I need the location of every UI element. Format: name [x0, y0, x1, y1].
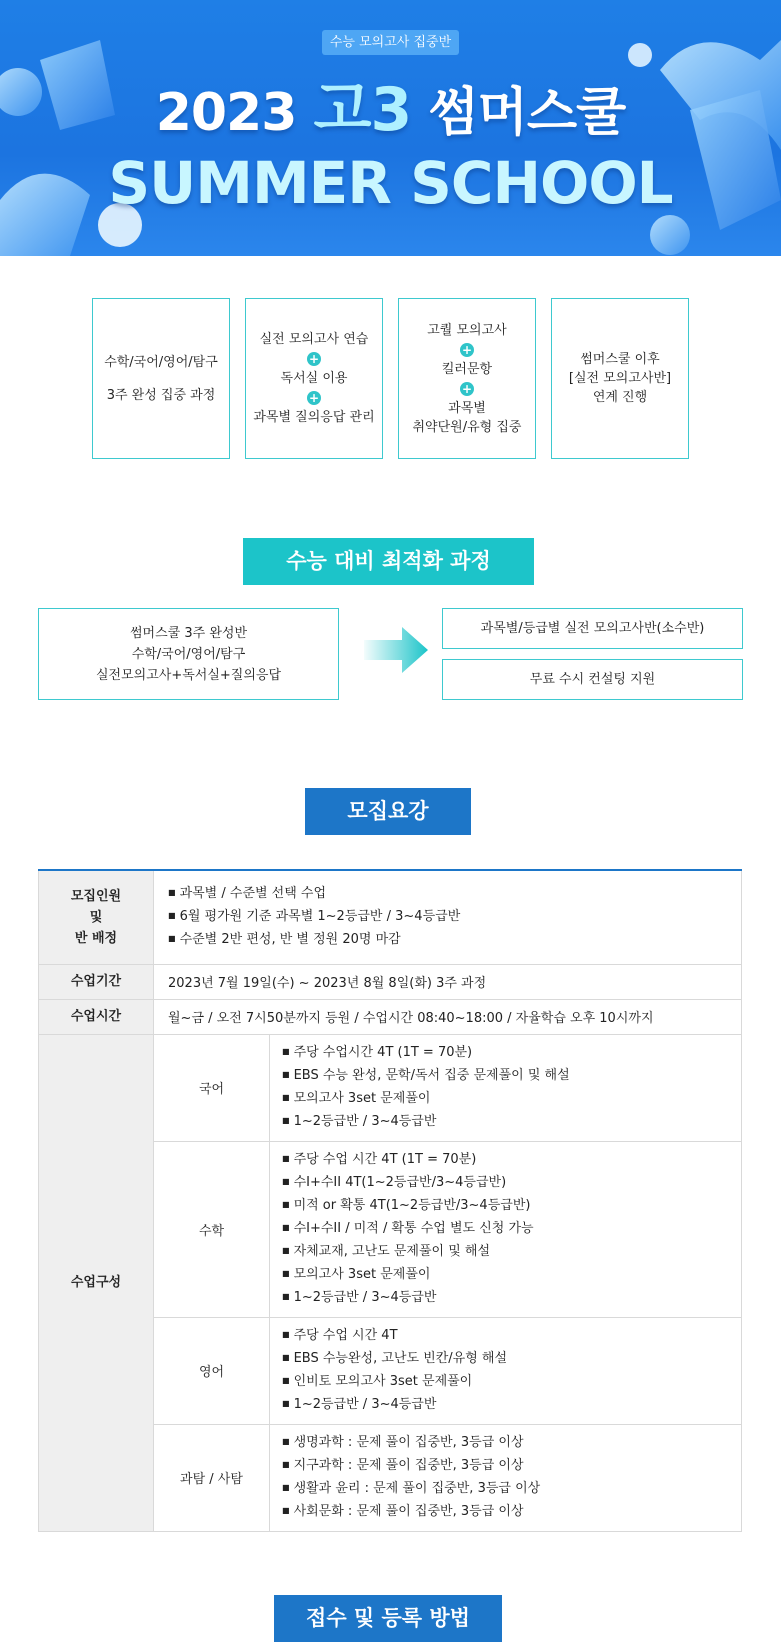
list-item: ■ 생활과 윤리 : 문제 풀이 집중반, 3등급 이상	[282, 1478, 729, 1501]
subject-name: 수학	[154, 1141, 270, 1317]
table-row	[39, 999, 742, 1034]
recruitment-table	[38, 869, 742, 1532]
list-item: ■ 1~2등급반 / 3~4등급반	[282, 1287, 729, 1310]
hero-title-highlight: 고3	[313, 75, 412, 145]
list-item: ■ 미적 or 확통 4T(1~2등급반/3~4등급반)	[282, 1195, 729, 1218]
list-item: ■ 지구과학 : 문제 풀이 집중반, 3등급 이상	[282, 1455, 729, 1478]
table-row	[39, 870, 742, 964]
list-item: ■ 주당 수업시간 4T (1T = 70분)	[282, 1042, 729, 1065]
period-value: 2023년 7월 19일(수) ~ 2023년 8월 8일(화) 3주 과정	[154, 964, 742, 999]
composition-label: 수업구성	[39, 1034, 154, 1531]
list-item: ■ 주당 수업 시간 4T	[282, 1325, 729, 1348]
list-item: ■ EBS 수능완성, 고난도 빈칸/유형 해설	[282, 1348, 729, 1371]
time-value: 월~금 / 오전 7시50분까지 등원 / 수업시간 08:40~18:00 / 자율학습 오후 10시까지	[154, 999, 742, 1034]
section-title-optimal: 수능 대비 최적화 과정	[243, 538, 534, 585]
hero-subtitle: SUMMER SCHOOL	[108, 149, 673, 217]
recruit-label: 모집인원 및 반 배정	[39, 870, 154, 964]
plus-icon: +	[308, 391, 320, 405]
list-item: ■ 자체교재, 고난도 문제풀이 및 해설	[282, 1241, 729, 1264]
list-item: ■ 생명과학 : 문제 풀이 집중반, 3등급 이상	[282, 1432, 729, 1455]
list-item: ■ EBS 수능 완성, 문학/독서 집중 문제풀이 및 해설	[282, 1065, 729, 1088]
subject-name: 과탐 / 사탐	[154, 1424, 270, 1531]
list-item: ■ 주당 수업 시간 4T (1T = 70분)	[282, 1149, 729, 1172]
hero-badge: 수능 모의고사 집중반	[322, 30, 459, 55]
arrow-right-icon	[364, 627, 428, 673]
plus-icon: +	[461, 381, 473, 396]
hero-title: 2023 고3 썸머스쿨	[155, 75, 626, 145]
list-item: ■ 사회문화 : 문제 풀이 집중반, 3등급 이상	[282, 1501, 729, 1524]
section-title-recruit: 모집요강	[305, 788, 471, 835]
subject-name: 국어	[154, 1034, 270, 1141]
list-item: ■ 수I+수II / 미적 / 확통 수업 별도 신청 가능	[282, 1218, 729, 1241]
hero-banner	[0, 0, 781, 256]
table-row	[39, 964, 742, 999]
list-item: ■ 인비토 모의고사 3set 문제풀이	[282, 1371, 729, 1394]
list-item: ■ 6월 평가원 기준 과목별 1~2등급반 / 3~4등급반	[168, 906, 727, 929]
list-item: ■ 수I+수II 4T(1~2등급반/3~4등급반)	[282, 1172, 729, 1195]
flow-consulting: 무료 수시 컨설팅 지원	[442, 659, 743, 700]
list-item: ■ 1~2등급반 / 3~4등급반	[282, 1111, 729, 1134]
table-row	[39, 1034, 742, 1141]
plus-icon: +	[308, 352, 320, 366]
feature-box-subjects: 수학/국어/영어/탐구 3주 완성 집중 과정	[92, 298, 230, 459]
list-item: ■ 과목별 / 수준별 선택 수업	[168, 883, 727, 906]
feature-box-followup: 썸머스쿨 이후 [실전 모의고사반] 연계 진행	[551, 298, 689, 459]
list-item: ■ 모의고사 3set 문제풀이	[282, 1264, 729, 1287]
feature-box-practice: 실전 모의고사 연습 + 독서실 이용 + 과목별 질의응답 관리	[245, 298, 383, 459]
feature-box-mockexam: 고퀄 모의고사 + 킬러문항 + 과목별 취약단원/유형 집중	[398, 298, 536, 459]
period-label: 수업기간	[39, 964, 154, 999]
section-title-register: 접수 및 등록 방법	[274, 1595, 502, 1642]
plus-icon: +	[461, 342, 473, 357]
list-item: ■ 수준별 2반 편성, 반 별 정원 20명 마감	[168, 929, 727, 952]
subject-name: 영어	[154, 1317, 270, 1424]
list-item: ■ 1~2등급반 / 3~4등급반	[282, 1394, 729, 1417]
list-item: ■ 모의고사 3set 문제풀이	[282, 1088, 729, 1111]
flow-summer-course: 썸머스쿨 3주 완성반 수학/국어/영어/탐구 실전모의고사+독서실+질의응답	[38, 608, 339, 700]
flow-mock-exam-class: 과목별/등급별 실전 모의고사반(소수반)	[442, 608, 743, 649]
time-label: 수업시간	[39, 999, 154, 1034]
